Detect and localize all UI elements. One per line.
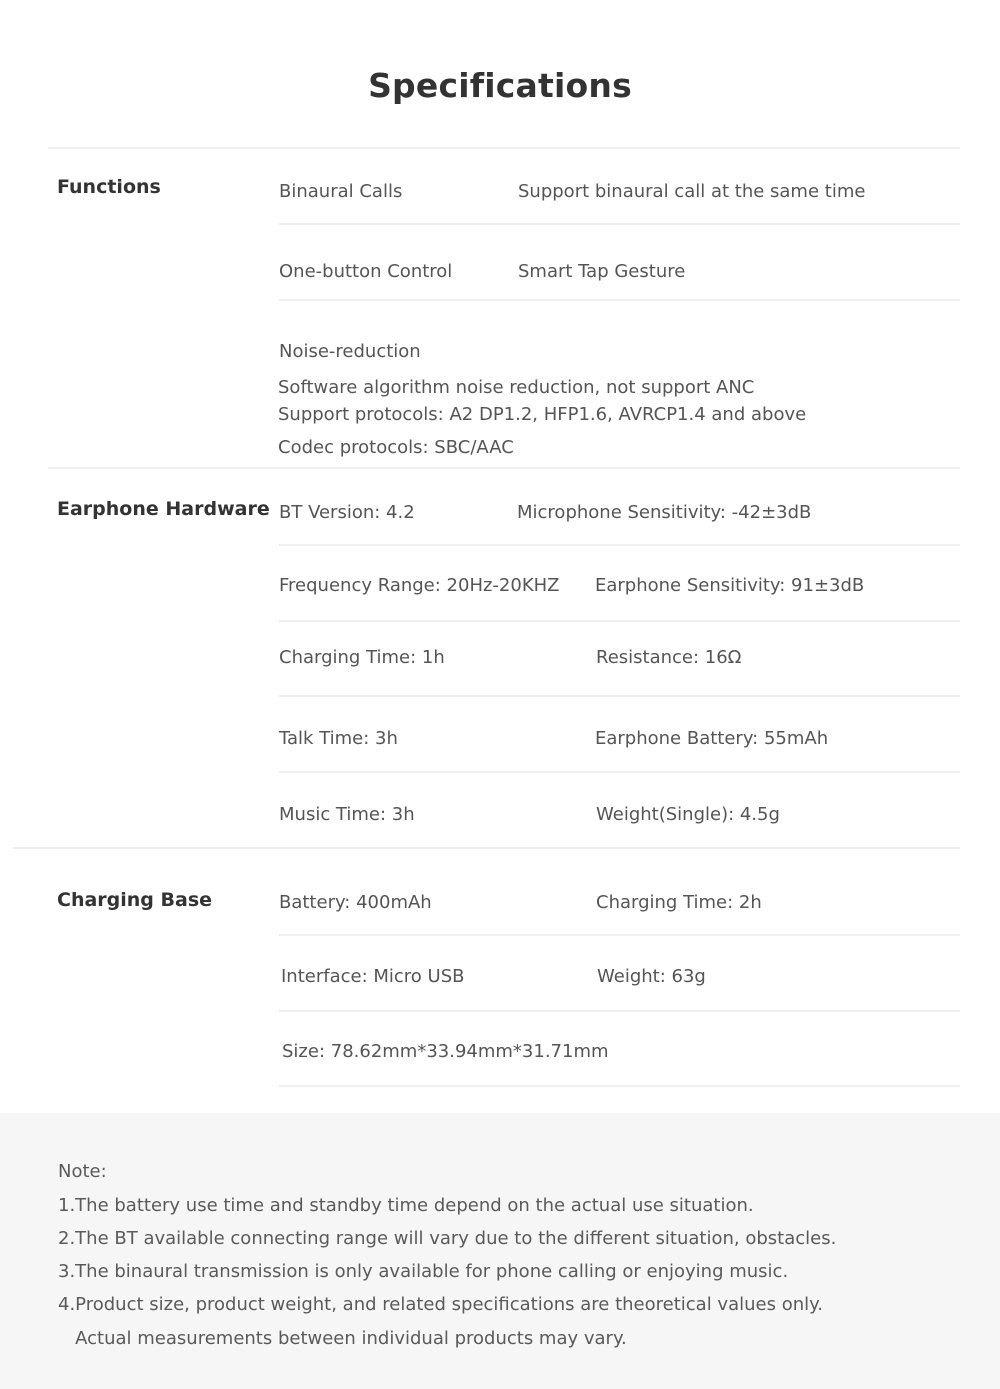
divider <box>279 1085 960 1087</box>
divider <box>279 1010 960 1012</box>
notes-panel <box>0 1113 1000 1389</box>
divider <box>279 934 960 936</box>
section-hardware-label: Earphone Hardware <box>57 498 270 520</box>
spec-cell: Weight(Single): 4.5g <box>596 804 780 825</box>
spec-value: Support binaural call at the same time <box>518 181 866 202</box>
spec-cell: Battery: 400mAh <box>279 892 432 913</box>
spec-value: Smart Tap Gesture <box>518 261 686 282</box>
divider <box>279 620 960 622</box>
divider <box>279 544 960 546</box>
spec-label: Binaural Calls <box>279 181 403 202</box>
divider <box>48 467 960 469</box>
spec-cell: Charging Time: 1h <box>279 647 445 668</box>
note-line: 4.Product size, product weight, and related specifications are theoretical values only. <box>58 1294 823 1315</box>
spec-label: Noise-reduction <box>279 341 421 362</box>
spec-cell: Frequency Range: 20Hz-20KHZ <box>279 575 560 596</box>
divider <box>279 223 960 225</box>
spec-cell: Microphone Sensitivity: -42±3dB <box>517 502 812 523</box>
spec-cell: Talk Time: 3h <box>279 728 398 749</box>
spec-label: One-button Control <box>279 261 453 282</box>
spec-cell: Earphone Sensitivity: 91±3dB <box>595 575 865 596</box>
section-base-label: Charging Base <box>57 889 213 911</box>
note-line: Actual measurements between individual products may vary. <box>58 1328 627 1349</box>
page-title: Specifications <box>368 66 632 105</box>
spec-cell: Weight: 63g <box>597 966 706 987</box>
divider <box>279 771 960 773</box>
spec-value: Codec protocols: SBC/AAC <box>278 437 514 458</box>
spec-cell: Charging Time: 2h <box>596 892 762 913</box>
spec-cell: Resistance: 16Ω <box>596 647 742 668</box>
divider <box>48 147 960 149</box>
divider <box>279 695 960 697</box>
spec-cell: Earphone Battery: 55mAh <box>595 728 829 749</box>
spec-cell: BT Version: 4.2 <box>279 502 415 523</box>
notes-heading: Note: <box>58 1161 107 1182</box>
note-line: 1.The battery use time and standby time depend on the actual use situation. <box>58 1195 754 1216</box>
spec-value: Support protocols: A2 DP1.2, HFP1.6, AVRCP1.4 and above <box>278 404 807 425</box>
divider <box>13 847 960 849</box>
note-line: 3.The binaural transmission is only available for phone calling or enjoying music. <box>58 1261 789 1282</box>
spec-cell: Interface: Micro USB <box>281 966 465 987</box>
spec-cell: Music Time: 3h <box>279 804 415 825</box>
divider <box>279 299 960 301</box>
spec-cell: Size: 78.62mm*33.94mm*31.71mm <box>282 1041 609 1062</box>
spec-value: Software algorithm noise reduction, not support ANC <box>278 377 755 398</box>
note-line: 2.The BT available connecting range will vary due to the different situation, obstacles. <box>58 1228 837 1249</box>
section-functions-label: Functions <box>57 176 161 198</box>
